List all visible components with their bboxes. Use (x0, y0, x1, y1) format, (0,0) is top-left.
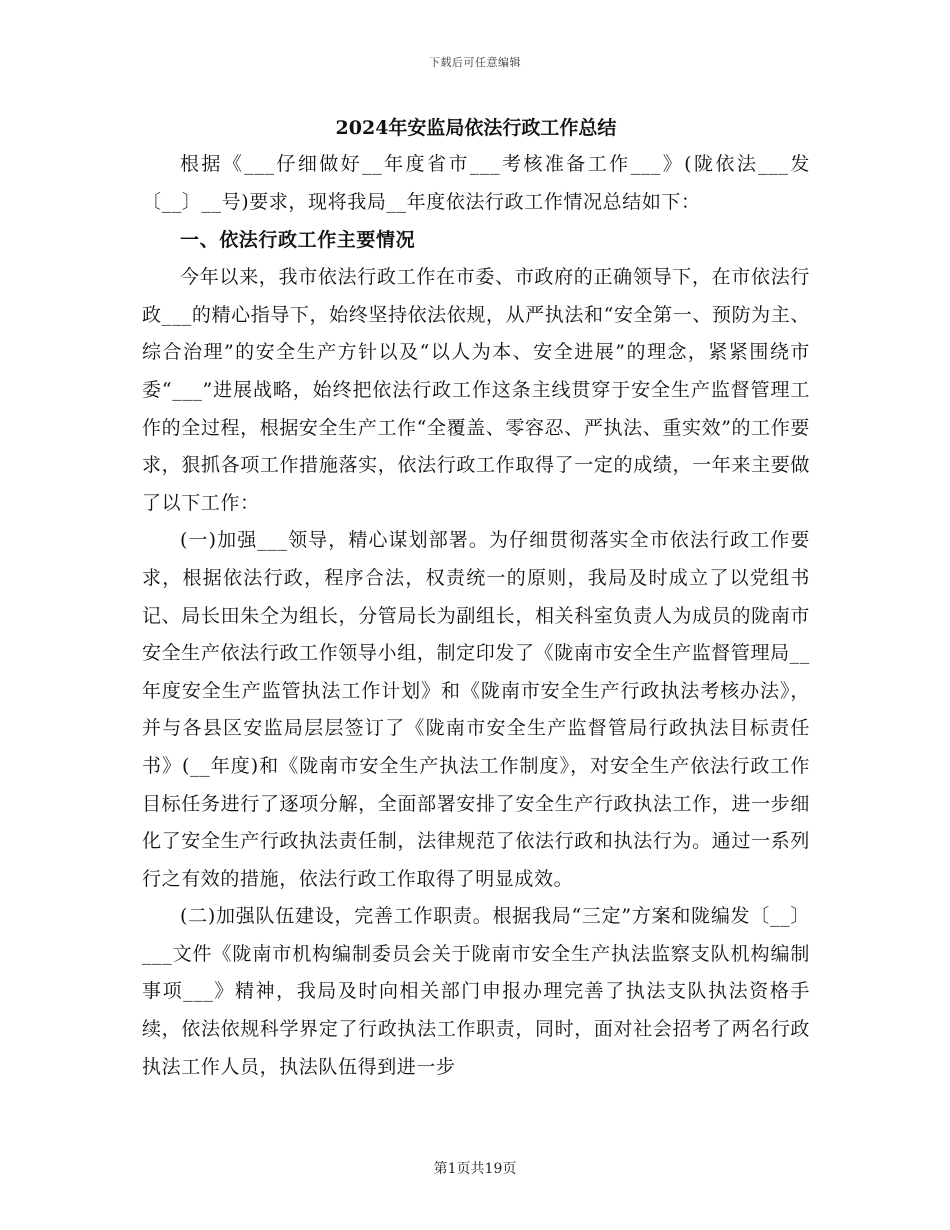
body-paragraph: 今年以来，我市依法行政工作在市委、市政府的正确领导下，在市依法行政___的精心指导下，始终坚持依法依规，从严执法和“安全第一、预防为主、综合治理”的安全生产方针以及“以人为本、安全进展”的理念，紧紧围绕市委“___”进展战略，始终把依法行政工作这条主线贯穿于安全生产监督管理工作的全过程，根据安全生产工作“全覆盖、零容忍、严执法、重实效”的工作要求，狠抓各项工作措施落实，依法行政工作取得了一定的成绩，一年来主要做了以下工作： (142, 266, 810, 514)
document-title: 2024年安监局依法行政工作总结 (335, 117, 617, 139)
section-heading: 一、依法行政工作主要情况 (180, 229, 416, 252)
intro-paragraph: 根据《___仔细做好__年度省市___考核准备工作___》(陇依法___发〔__〕__号)要求，现将我局__年度依法行政工作情况总结如下： (142, 153, 810, 213)
body-paragraph: (一)加强___领导，精心谋划部署。为仔细贯彻落实全市依法行政工作要求，根据依法行政，程序合法，权责统一的原则，我局及时成立了以党组书记、局长田朱仝为组长，分管局长为副组长，相关科室负责人为成员的陇南市安全生产依法行政工作领导小组，制定印发了《陇南市安全生产监督管理局__年度安全生产监管执法工作计划》和《陇南市安全生产行政执法考核办法》，并与各县区安监局层层签订了《陇南市安全生产监督管局行政执法目标责任书》(__年度)和《陇南市安全生产执法工作制度》，对安全生产依法行政工作目标任务进行了逐项分解，全面部署安排了安全生产行政执法工作，进一步细化了安全生产行政执法责任制，法律规范了依法行政和执法行为。通过一系列行之有效的措施，依法行政工作取得了明显成效。 (142, 529, 810, 890)
page-header-note: 下载后可任意编辑 (429, 56, 521, 69)
body-paragraph: (二)加强队伍建设，完善工作职责。根据我局“三定”方案和陇编发〔__〕___文件《陇南市机构编制委员会关于陇南市安全生产执法监察支队机构编制事项___》精神，我局及时向相关部门申报办理完善了执法支队执法资格手续，依法依规科学界定了行政执法工作职责，同时，面对社会招考了两名行政执法工作人员，执法队伍得到进一步 (142, 905, 810, 1078)
page-number-footer: 第1页共19页 (433, 1161, 517, 1177)
document-body (142, 112, 810, 1086)
